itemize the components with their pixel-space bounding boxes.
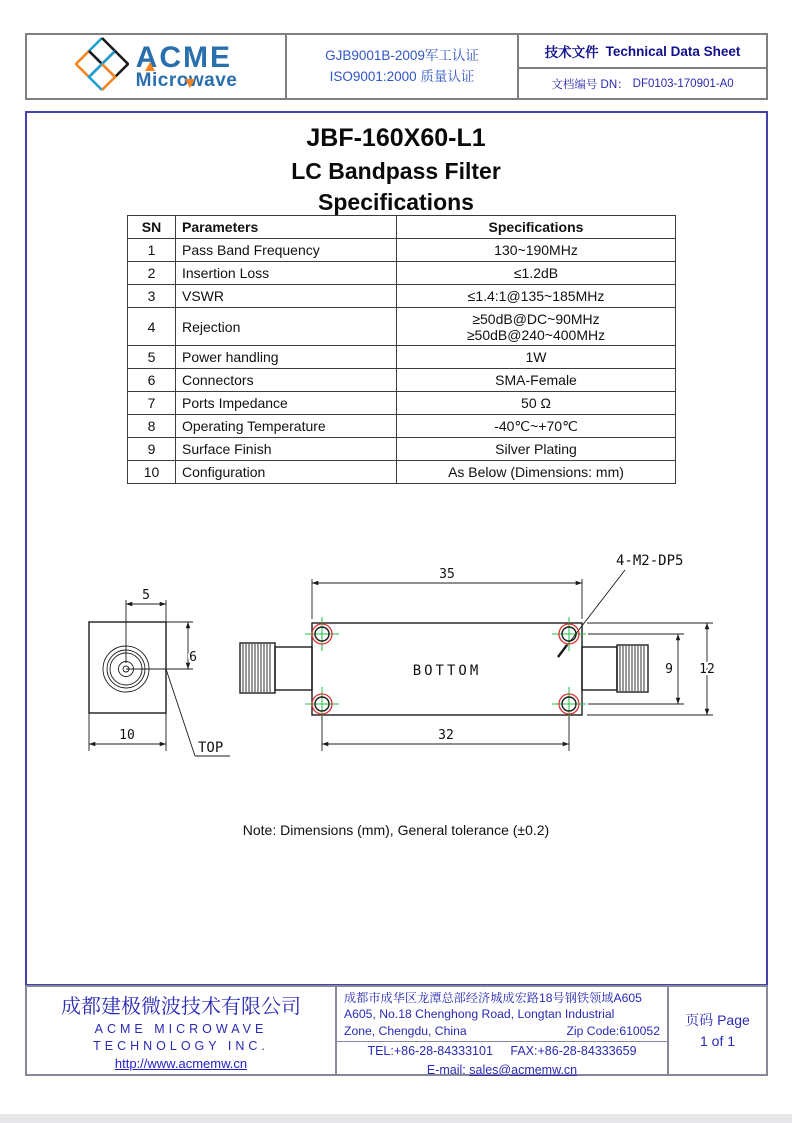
title-block xyxy=(0,124,792,216)
param-cell: Power handling xyxy=(176,346,397,369)
doc-number-row xyxy=(519,69,766,98)
logo-text xyxy=(136,43,238,90)
top-view xyxy=(89,588,230,756)
bottom-view xyxy=(240,553,715,751)
table-row xyxy=(128,285,676,308)
sn-cell: 1 xyxy=(128,239,176,262)
tolerance-note: Note: Dimensions (mm), General tolerance (±0.2) xyxy=(242,822,550,838)
svg-text:5: 5 xyxy=(142,588,150,603)
spec-line: ≥50dB@DC~90MHz xyxy=(472,310,600,327)
tel-fax-row xyxy=(360,1042,643,1060)
sn-cell: 8 xyxy=(128,415,176,438)
table-row xyxy=(128,392,676,415)
svg-text:6: 6 xyxy=(189,650,197,665)
doc-type-cn: 技术文件 xyxy=(544,45,599,60)
bottom-bar xyxy=(0,1114,792,1123)
table-row xyxy=(128,308,676,346)
acme-logo xyxy=(75,35,238,98)
param-cell: Pass Band Frequency xyxy=(176,239,397,262)
fax-number: FAX:+86-28-84333659 xyxy=(510,1044,637,1059)
header-parameters: Parameters xyxy=(176,216,397,239)
param-cell: Surface Finish xyxy=(176,438,397,461)
website-link[interactable]: http://www.acmemw.cn xyxy=(114,1055,248,1071)
spec-line: ≥50dB@240~400MHz xyxy=(466,326,606,343)
tel-number: TEL:+86-28-84333101 xyxy=(367,1044,493,1059)
page-title: Specifications xyxy=(318,189,474,215)
top-label: TOP xyxy=(198,740,224,756)
table-row xyxy=(128,262,676,285)
address-cn: 成都市成华区龙潭总部经济城成宏路18号钢铁领域A605 xyxy=(344,991,642,1005)
spec-cell: ≤1.4:1@135~185MHz xyxy=(397,285,676,308)
table-row xyxy=(128,461,676,484)
footer-company-cell xyxy=(27,987,337,1074)
param-cell: Connectors xyxy=(176,369,397,392)
company-name-cn: 成都建极微波技术有限公司 xyxy=(61,996,301,1019)
param-cell: Ports Impedance xyxy=(176,392,397,415)
table-row xyxy=(128,239,676,262)
product-type: LC Bandpass Filter xyxy=(291,158,501,184)
spec-cell: SMA-Female xyxy=(397,369,676,392)
spec-cell: Silver Plating xyxy=(397,438,676,461)
email-row xyxy=(427,1061,577,1079)
table-row xyxy=(128,346,676,369)
param-cell: Configuration xyxy=(176,461,397,484)
table-header-row xyxy=(128,216,676,239)
svg-text:9: 9 xyxy=(665,662,673,677)
sn-cell: 10 xyxy=(128,461,176,484)
svg-text:32: 32 xyxy=(438,728,454,743)
spec-table xyxy=(127,215,676,484)
orange-triangle-w-icon xyxy=(185,79,195,88)
email-link[interactable]: sales@acmemw.cn xyxy=(469,1062,578,1077)
sn-cell: 3 xyxy=(128,285,176,308)
sn-cell: 2 xyxy=(128,262,176,285)
tel-email-block xyxy=(337,1042,667,1078)
param-cell: VSWR xyxy=(176,285,397,308)
sn-cell: 6 xyxy=(128,369,176,392)
doc-info-cell xyxy=(519,35,766,98)
sn-cell: 5 xyxy=(128,346,176,369)
cert-line-1: GJB9001B-2009军工认证 xyxy=(325,47,479,63)
table-row xyxy=(128,438,676,461)
page-label: 页码 Page xyxy=(685,1011,750,1028)
technical-drawing xyxy=(80,545,740,780)
spec-cell xyxy=(397,308,676,346)
table-row xyxy=(128,369,676,392)
footer xyxy=(25,985,768,1076)
certification-cell xyxy=(285,35,519,98)
address-en-1: A605, No.18 Chenghong Road, Longtan Industrial xyxy=(344,1007,615,1022)
address-en-2-row xyxy=(344,1023,660,1039)
address-en-2: Zone, Chengdu, China xyxy=(344,1023,467,1038)
address-block xyxy=(337,987,667,1042)
logo-cell xyxy=(27,35,285,98)
brand-name: ACME xyxy=(135,41,233,74)
param-cell: Rejection xyxy=(176,308,397,346)
svg-text:10: 10 xyxy=(119,728,135,743)
sn-cell: 4 xyxy=(128,308,176,346)
company-name-en-2: TECHNOLOGY INC. xyxy=(93,1039,269,1053)
spec-cell: 130~190MHz xyxy=(397,239,676,262)
brand-subname: Microwave xyxy=(135,70,238,91)
cert-line-2: ISO9001:2000 质量认证 xyxy=(329,68,475,84)
svg-text:35: 35 xyxy=(439,567,455,582)
spec-cell: -40℃~+70℃ xyxy=(397,415,676,438)
holes-label: 4-M2-DP5 xyxy=(616,553,684,569)
header-sn: SN xyxy=(128,216,176,239)
header-specifications: Specifications xyxy=(397,216,676,239)
doc-type-en: Technical Data Sheet xyxy=(605,43,741,59)
doc-number-value: DF0103-170901-A0 xyxy=(632,77,734,90)
email-label: E-mail: xyxy=(426,1062,466,1077)
svg-text:12: 12 xyxy=(699,662,715,677)
sn-cell: 7 xyxy=(128,392,176,415)
doc-type-row xyxy=(519,35,766,69)
company-name-en-1: ACME MICROWAVE xyxy=(94,1022,268,1037)
page-value: 1 of 1 xyxy=(699,1032,736,1049)
diamond-lattice-icon xyxy=(75,35,129,98)
spec-cell: ≤1.2dB xyxy=(397,262,676,285)
bottom-label: BOTTOM xyxy=(412,663,482,679)
orange-triangle-a-icon xyxy=(145,62,155,71)
table-row xyxy=(128,415,676,438)
sn-cell: 9 xyxy=(128,438,176,461)
param-cell: Operating Temperature xyxy=(176,415,397,438)
param-cell: Insertion Loss xyxy=(176,262,397,285)
spec-cell: 50 Ω xyxy=(397,392,676,415)
doc-number-label: 文档编号 DN： xyxy=(551,78,629,91)
footer-page-cell xyxy=(669,987,766,1074)
header xyxy=(25,33,768,100)
spec-cell: 1W xyxy=(397,346,676,369)
model-number: JBF-160X60-L1 xyxy=(306,124,486,152)
footer-contact-cell xyxy=(337,987,669,1077)
zip-code: Zip Code:610052 xyxy=(566,1023,660,1038)
spec-cell: As Below (Dimensions: mm) xyxy=(397,461,676,484)
